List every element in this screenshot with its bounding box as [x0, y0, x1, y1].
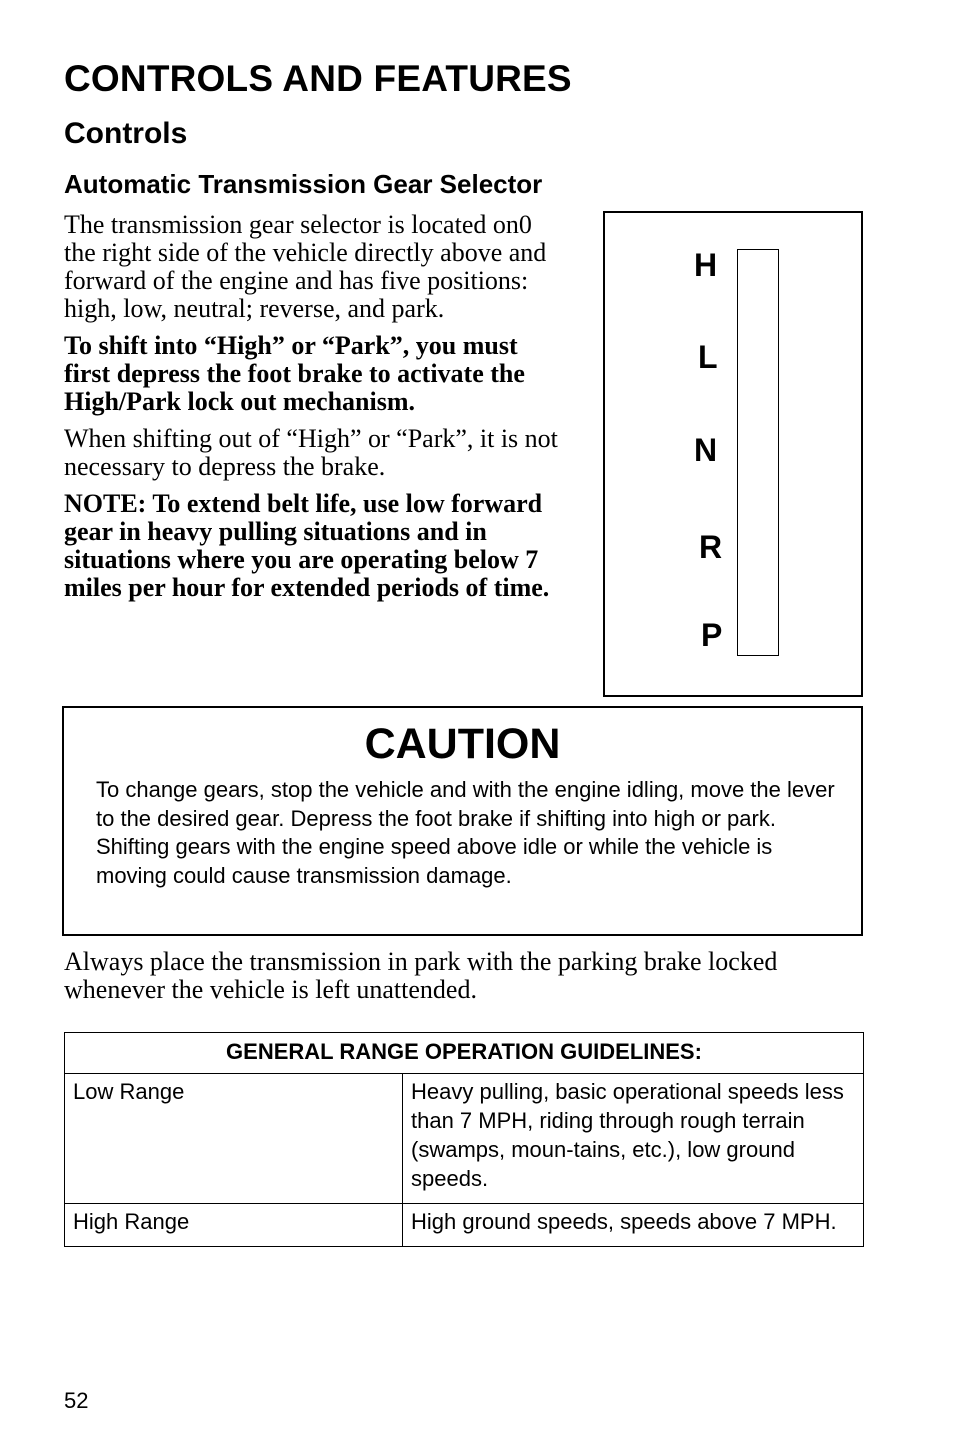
range-name: Low Range — [65, 1074, 403, 1204]
gear-label-low: L — [698, 339, 718, 375]
subsection-title: Automatic Transmission Gear Selector — [64, 169, 543, 199]
gear-label-reverse: R — [699, 529, 723, 565]
intro-text-column — [64, 211, 564, 611]
table-header-row — [65, 1033, 864, 1074]
caution-text: To change gears, stop the vehicle and with the engine idling, move the lever to the desired gear. Depress the foot brake if shifting into high or park. Shifting gears with the engine speed above idle or while the vehicle is moving could cause transmission damage. — [96, 777, 835, 888]
gear-slot — [737, 249, 779, 656]
gear-label-park: P — [701, 617, 723, 653]
parking-paragraph: Always place the transmission in park with the parking brake locked whenever the vehicle is left unattended. — [64, 947, 778, 1004]
range-description: Heavy pulling, basic operational speeds less than 7 MPH, riding through rough terrain (swamps, moun-tains, etc.), low ground speeds. — [403, 1074, 864, 1204]
belt-life-note: NOTE: To extend belt life, use low forward gear in heavy pulling situations and in situations where you are operating below 7 miles per hour for extended periods of time. — [64, 489, 550, 602]
intro-paragraph: The transmission gear selector is located on0 the right side of the vehicle directly above and forward of the engine and has five positions: high, low, neutral; reverse, and park. — [64, 210, 547, 323]
caution-title: CAUTION — [364, 720, 561, 768]
page-number: 52 — [64, 1388, 89, 1413]
gear-label-high: H — [694, 247, 718, 283]
shift-instruction: To shift into “High” or “Park”, you must first depress the foot brake to activate the High/Park lock out mechanism. — [64, 331, 525, 416]
section-heading: Controls — [64, 117, 188, 150]
gear-selector-diagram — [603, 211, 863, 697]
range-description: High ground speeds, speeds above 7 MPH. — [403, 1204, 864, 1247]
caution-box — [62, 706, 863, 936]
gear-label-neutral: N — [694, 432, 718, 468]
guidelines-table — [64, 1032, 864, 1247]
table-row — [65, 1204, 864, 1247]
table-row — [65, 1074, 864, 1204]
page-heading: CONTROLS AND FEATURES — [64, 58, 572, 99]
table-header: GENERAL RANGE OPERATION GUIDELINES: — [65, 1033, 864, 1074]
range-name: High Range — [65, 1204, 403, 1247]
shift-out-note: When shifting out of “High” or “Park”, it is not necessary to depress the brake. — [64, 424, 558, 481]
